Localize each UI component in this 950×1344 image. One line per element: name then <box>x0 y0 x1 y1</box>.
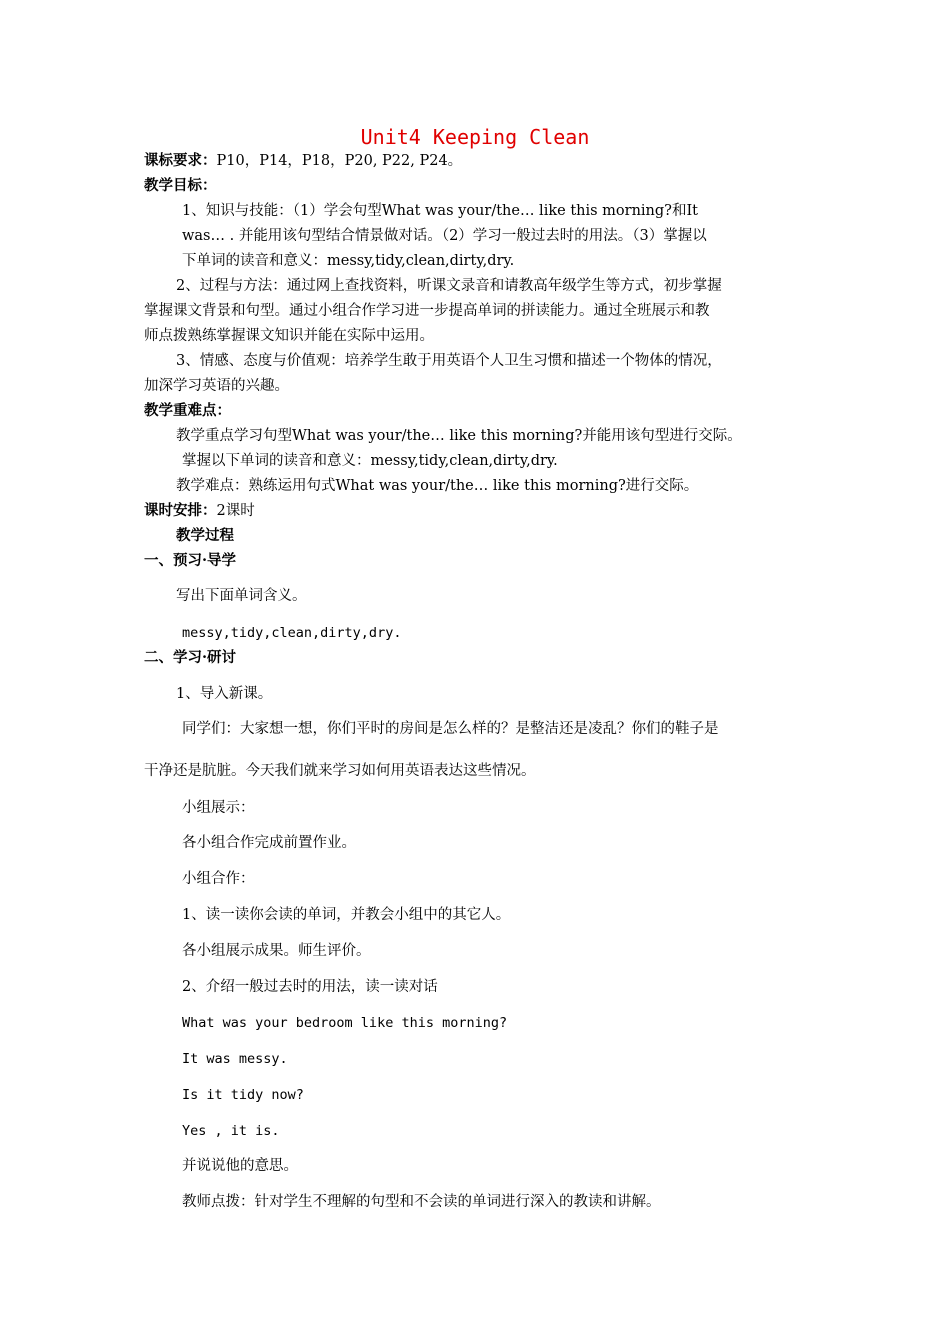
requirements-label: 课标要求： <box>144 152 217 169</box>
group-result: 各小组展示成果。师生评价。 <box>182 943 371 959</box>
schedule-line <box>144 500 255 522</box>
schedule-text: 2课时 <box>216 503 255 519</box>
objective-2-line-2: 掌握课文背景和句型。通过小组合作学习进一步提高单词的拼读能力。通过全班展示和教 <box>144 303 710 319</box>
objective-1-line-2: was… . 并能用该句型结合情景做对话。（2）学习一般过去时的用法。（3）掌握以 <box>182 228 707 244</box>
dialogue-line-1: What was your bedroom like this morning? <box>182 1015 508 1031</box>
dialogue-line-2: It was messy. <box>182 1051 288 1067</box>
objectives-heading: 教学目标： <box>144 177 217 194</box>
section-1-heading: 一、预习·导学 <box>144 552 237 569</box>
section-2-paragraph-line-2: 干净还是肮脏。今天我们就来学习如何用英语表达这些情况。 <box>144 763 536 779</box>
section-1-words: messy,tidy,clean,dirty,dry. <box>182 625 402 641</box>
requirements-text: P10，P14，P18，P20, P22, P24。 <box>216 153 463 169</box>
key-point-2: 掌握以下单词的读音和意义：messy,tidy,clean,dirty,dry. <box>182 453 558 469</box>
document-title: Unit4 Keeping Clean <box>360 125 590 149</box>
objective-3-line-2: 加深学习英语的兴趣。 <box>144 378 289 394</box>
section-1-instruction: 写出下面单词含义。 <box>176 588 307 604</box>
requirements-line <box>144 150 462 172</box>
objective-1-line-1: 1、知识与技能：（1）学会句型What was your/the… like this morning?和It <box>182 203 699 219</box>
section-2-step-intro: 1、导入新课。 <box>176 686 273 702</box>
key-point-1: 教学重点学习句型What was your/the… like this morning?并能用该句型进行交际。 <box>176 428 742 444</box>
section-2-paragraph-line-1: 同学们：大家想一想，你们平时的房间是怎么样的？是整洁还是凌乱？你们的鞋子是 <box>182 721 719 737</box>
objective-2-line-3: 师点拨熟练掌握课文知识并能在实际中运用。 <box>144 328 434 344</box>
process-heading: 教学过程 <box>176 527 234 544</box>
group-step-1: 1、读一读你会读的单词，并教会小组中的其它人。 <box>182 907 511 923</box>
key-points-heading: 教学重难点： <box>144 402 231 419</box>
objective-3-line-1: 3、情感、态度与价值观：培养学生敢于用英语个人卫生习惯和描述一个物体的情况， <box>176 353 722 369</box>
objective-1-line-3: 下单词的读音和意义：messy,tidy,clean,dirty,dry. <box>182 253 515 269</box>
dialogue-line-4: Yes , it is. <box>182 1123 280 1139</box>
teacher-tip: 教师点拨：针对学生不理解的句型和不会读的单词进行深入的教读和讲解。 <box>182 1194 661 1210</box>
group-show-label: 小组展示： <box>182 800 255 816</box>
dialogue-line-3: Is it tidy now? <box>182 1087 304 1103</box>
difficulty-point: 教学难点：熟练运用句式What was your/the… like this morning?进行交际。 <box>176 478 699 494</box>
explain-line: 并说说他的意思。 <box>182 1158 298 1174</box>
schedule-label: 课时安排： <box>144 502 217 519</box>
group-step-2: 2、介绍一般过去时的用法，读一读对话 <box>182 979 438 995</box>
group-work-label: 小组合作： <box>182 871 255 887</box>
objective-2-line-1: 2、过程与方法：通过网上查找资料，听课文录音和请教高年级学生等方式，初步掌握 <box>176 278 722 294</box>
group-show-text: 各小组合作完成前置作业。 <box>182 835 356 851</box>
section-2-heading: 二、学习·研讨 <box>144 649 237 666</box>
